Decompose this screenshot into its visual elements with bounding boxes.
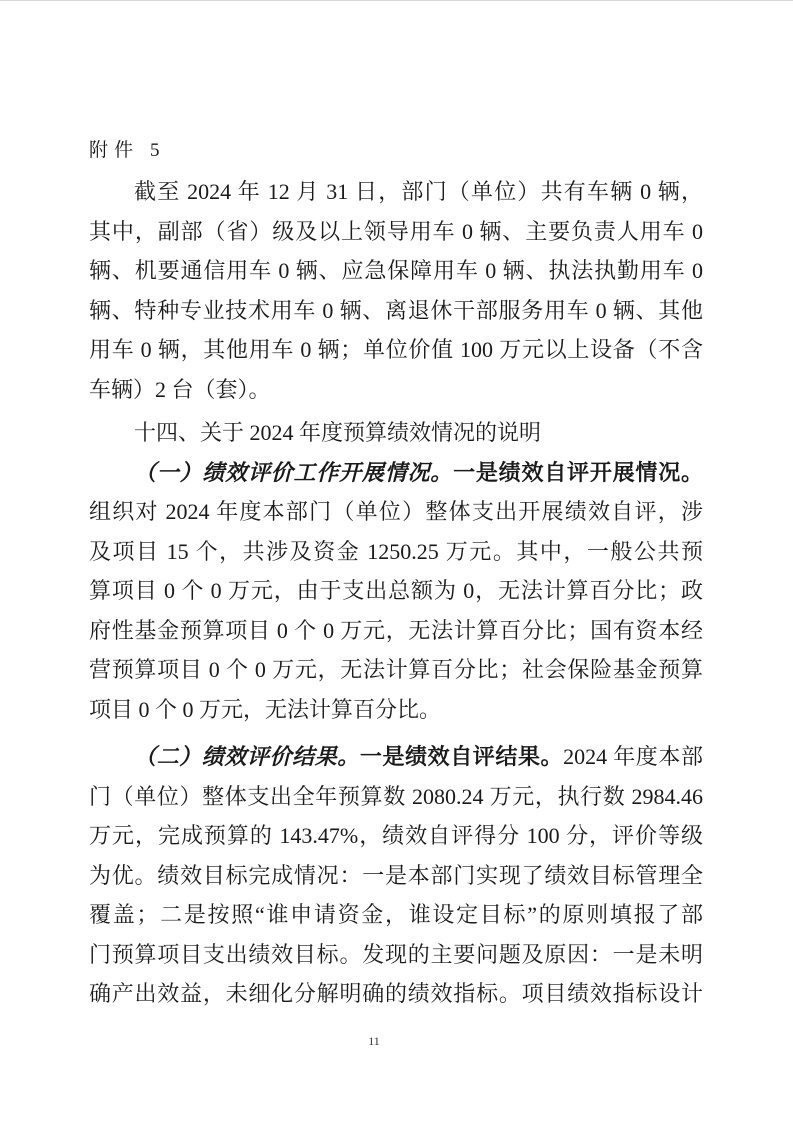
- text-line: 万元，完成预算的 143.47%，绩效自评得分 100 分，评价等级: [89, 823, 703, 848]
- section-heading: 十四、关于 2024 年度预算绩效情况的说明: [134, 420, 542, 445]
- text-line: 车辆）2 台（套）。: [89, 376, 271, 402]
- subsection-head-rest: 2024 年度本部: [563, 744, 703, 769]
- attachment-label: 附件 5: [89, 140, 166, 161]
- text-line: 用车 0 辆，其他用车 0 辆；单位价值 100 万元以上设备（不含: [89, 337, 703, 362]
- text-line: 为优。绩效目标完成情况：一是本部门实现了绩效目标管理全: [89, 862, 703, 888]
- text-line: 府性基金预算项目 0 个 0 万元，无法计算百分比；国有资本经: [89, 617, 703, 643]
- text-line: 营预算项目 0 个 0 万元，无法计算百分比；社会保险基金预算: [89, 657, 703, 682]
- subsection-title-hei: 一是绩效自评开展情况。: [453, 459, 703, 485]
- subsection-title-hei: 一是绩效自评结果。: [359, 744, 564, 769]
- text-line: 确产出效益，未细化分解明确的绩效指标。项目绩效指标设计: [89, 981, 703, 1006]
- text-line: 门预算项目支出绩效目标。发现的主要问题及原因：一是未明: [89, 941, 703, 967]
- text-line: 算项目 0 个 0 万元，由于支出总额为 0，无法计算百分比；政: [89, 578, 703, 603]
- text-line: 截至 2024 年 12 月 31 日，部门（单位）共有车辆 0 辆，: [134, 179, 703, 204]
- text-line: 门（单位）整体支出全年预算数 2080.24 万元，执行数 2984.46: [89, 783, 703, 809]
- page-number: 11: [368, 1034, 380, 1048]
- text-line: 辆、特种专业技术用车 0 辆、离退休干部服务用车 0 辆、其他: [89, 297, 703, 323]
- text-line: 其中，副部（省）级及以上领导用车 0 辆、主要负责人用车 0: [89, 218, 703, 244]
- paragraph-vehicles: [89, 172, 703, 409]
- subsection-title-kai: （一）绩效评价工作开展情况。: [134, 459, 454, 485]
- section-two-head-line: [89, 737, 703, 777]
- section-one: [89, 453, 703, 730]
- document-body: [89, 129, 703, 1014]
- section-two: [89, 737, 703, 1014]
- text-line: 组织对 2024 年度本部门（单位）整体支出开展绩效自评，涉: [89, 499, 703, 524]
- text-line: 项目 0 个 0 万元，无法计算百分比。: [89, 696, 442, 722]
- text-line: 辆、机要通信用车 0 辆、应急保障用车 0 辆、执法执勤用车 0: [89, 258, 703, 283]
- text-line: 及项目 15 个，共涉及资金 1250.25 万元。其中，一般公共预: [89, 538, 703, 564]
- section-heading-block: [89, 413, 703, 453]
- section-one-head-line: [89, 453, 703, 493]
- text-line: 覆盖；二是按照“谁申请资金，谁设定目标”的原则填报了部: [89, 902, 703, 927]
- subsection-title-kai: （二）绩效评价结果。: [134, 744, 360, 769]
